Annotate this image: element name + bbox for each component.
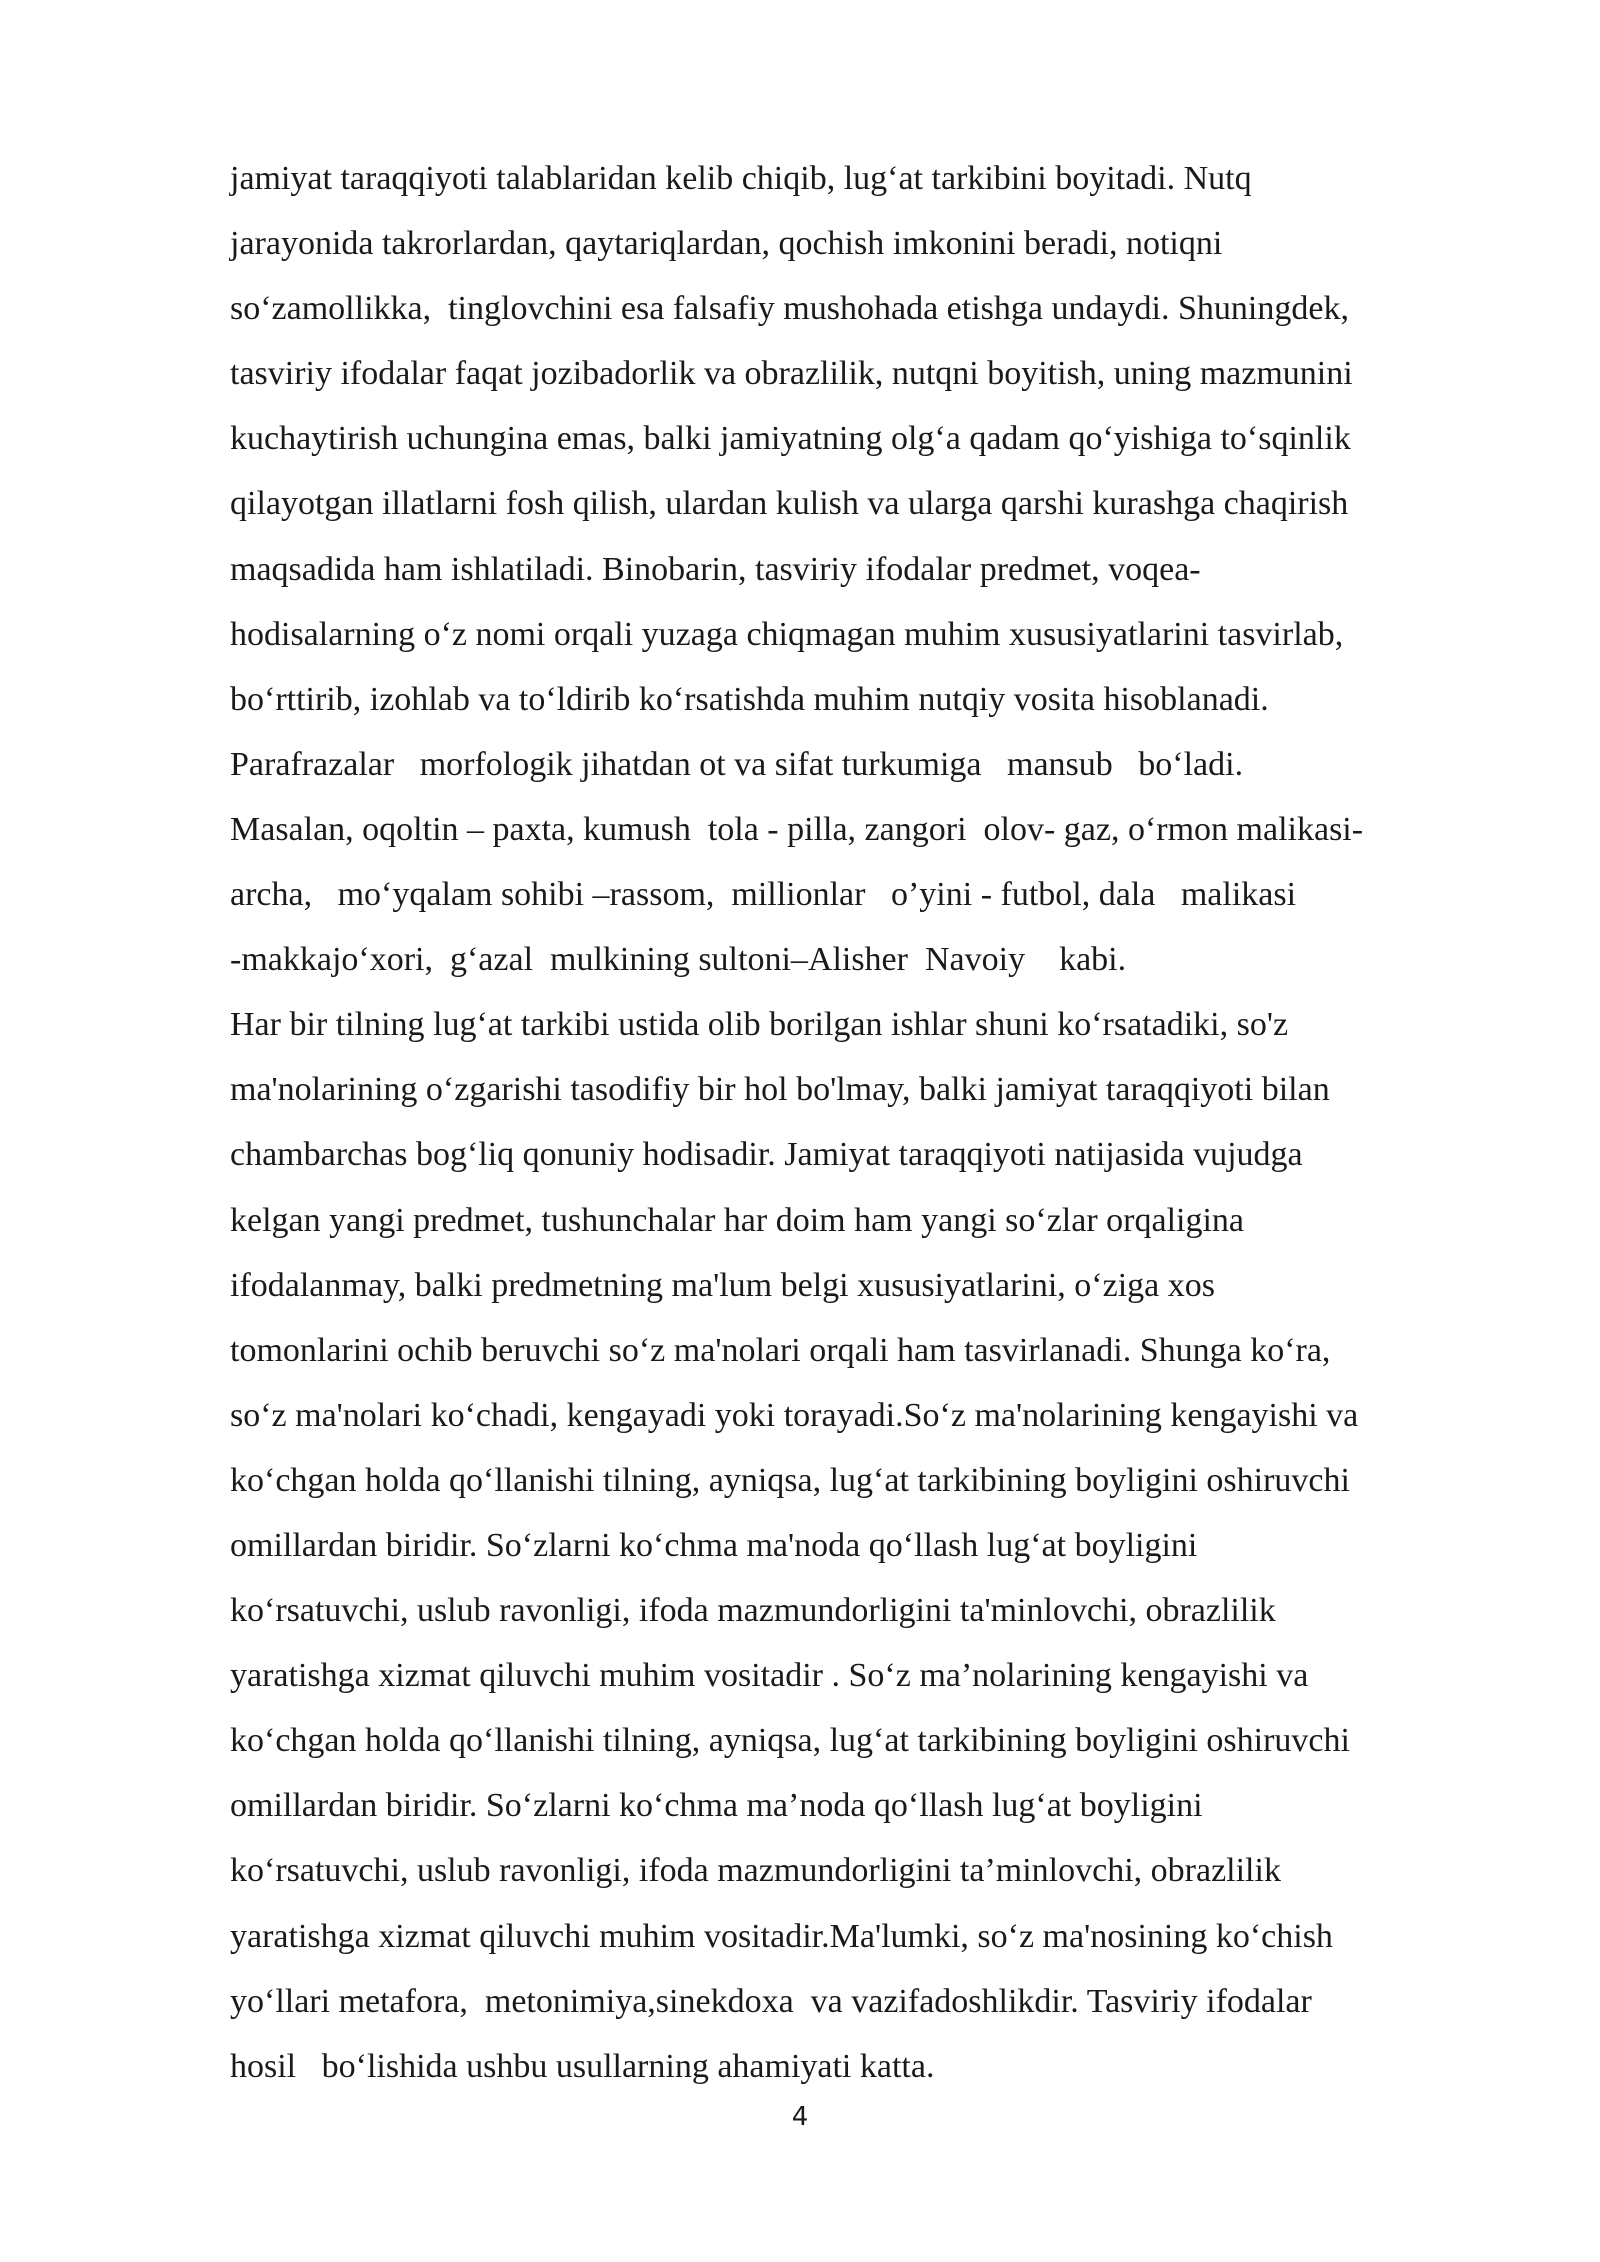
text-line: qilayotgan illatlarni fosh qilish, ulardan kulish va ularga qarshi kurashga chaqirish (230, 485, 1349, 523)
text-line: kuchaytirish uchungina emas, balki jamiyatning olg‘a qadam qo‘yishiga to‘sqinlik (230, 420, 1351, 458)
text-line: Har bir tilning lug‘at tarkibi ustida olib borilgan ishlar shuni ko‘rsatadiki, so'z (230, 1006, 1289, 1044)
text-line: hodisalarning o‘z nomi orqali yuzaga chiqmagan muhim xususiyatlarini tasvirlab, (230, 615, 1344, 653)
text-line: Masalan, oqoltin – paxta, kumush tola - pilla, zangori olov- gaz, o‘rmon malikasi- (230, 810, 1364, 848)
text-line: chambarchas bog‘liq qonuniy hodisadir. Jamiyat taraqqiyoti natijasida vujudga (230, 1136, 1303, 1174)
text-line: ko‘chgan holda qo‘llanishi tilning, ayniqsa, lug‘at tarkibining boyligini oshiruvchi (230, 1461, 1350, 1499)
text-line: ko‘chgan holda qo‘llanishi tilning, ayniqsa, lug‘at tarkibining boyligini oshiruvchi (230, 1722, 1350, 1760)
text-line: so‘zamollikka, tinglovchini esa falsafiy mushohada etishga undaydi. Shuningdek, (230, 290, 1349, 328)
page-number: 4 (791, 2102, 809, 2132)
text-line: bo‘rttirib, izohlab va to‘ldirib ko‘rsatishda muhim nutqiy vosita hisoblanadi. (230, 680, 1269, 718)
text-line: yaratishga xizmat qiluvchi muhim vositadir.Ma'lumki, so‘z ma'nosining ko‘chish (230, 1917, 1333, 1955)
text-line: so‘z ma'nolari ko‘chadi, kengayadi yoki torayadi.So‘z ma'nolarining kengayishi va (230, 1396, 1359, 1434)
text-line: yaratishga xizmat qiluvchi muhim vositadir . So‘z ma’nolarining kengayishi va (230, 1657, 1309, 1695)
text-line: omillardan biridir. So‘zlarni ko‘chma ma’noda qo‘llash lug‘at boyligini (230, 1787, 1203, 1825)
text-line: -makkajo‘xori, g‘azal mulkining sultoni–Alisher Navoiy kabi. (230, 941, 1127, 979)
text-line: maqsadida ham ishlatiladi. Binobarin, tasviriy ifodalar predmet, voqea- (230, 550, 1201, 588)
text-line: ko‘rsatuvchi, uslub ravonligi, ifoda mazmundorligini ta’minlovchi, obrazlilik (230, 1852, 1281, 1890)
text-line: kelgan yangi predmet, tushunchalar har doim ham yangi so‘zlar orqaligina (230, 1201, 1245, 1239)
text-line: jamiyat taraqqiyoti talablaridan kelib chiqib, lug‘at tarkibini boyitadi. Nutq (230, 160, 1252, 197)
body-text (230, 146, 1530, 2099)
text-line: tasviriy ifodalar faqat jozibadorlik va obrazlilik, nutqni boyitish, uning mazmunini (230, 355, 1353, 393)
text-line: ifodalanmay, balki predmetning ma'lum belgi xususiyatlarini, o‘ziga xos (230, 1266, 1215, 1304)
text-line: omillardan biridir. So‘zlarni ko‘chma ma'noda qo‘llash lug‘at boyligini (230, 1526, 1198, 1564)
text-line: tomonlarini ochib beruvchi so‘z ma'nolari orqali ham tasvirlanadi. Shunga ko‘ra, (230, 1331, 1331, 1369)
text-line: Parafrazalar morfologik jihatdan ot va sifat turkumiga mansub bo‘ladi. (230, 745, 1244, 783)
text-line: hosil bo‘lishida ushbu usullarning ahamiyati katta. (230, 2047, 935, 2085)
text-line: jarayonida takrorlardan, qaytariqlardan, qochish imkonini beradi, notiqni (230, 225, 1223, 263)
text-line: ma'nolarining o‘zgarishi tasodifiy bir hol bo'lmay, balki jamiyat taraqqiyoti bilan (230, 1071, 1330, 1109)
text-line: yo‘llari metafora, metonimiya,sinekdoxa va vazifadoshlikdir. Tasviriy ifodalar (230, 1982, 1312, 2020)
text-line: archa, mo‘yqalam sohibi –rassom, millionlar o’yini - futbol, dala malikasi (230, 876, 1297, 914)
text-line: ko‘rsatuvchi, uslub ravonligi, ifoda mazmundorligini ta'minlovchi, obrazlilik (230, 1592, 1276, 1630)
